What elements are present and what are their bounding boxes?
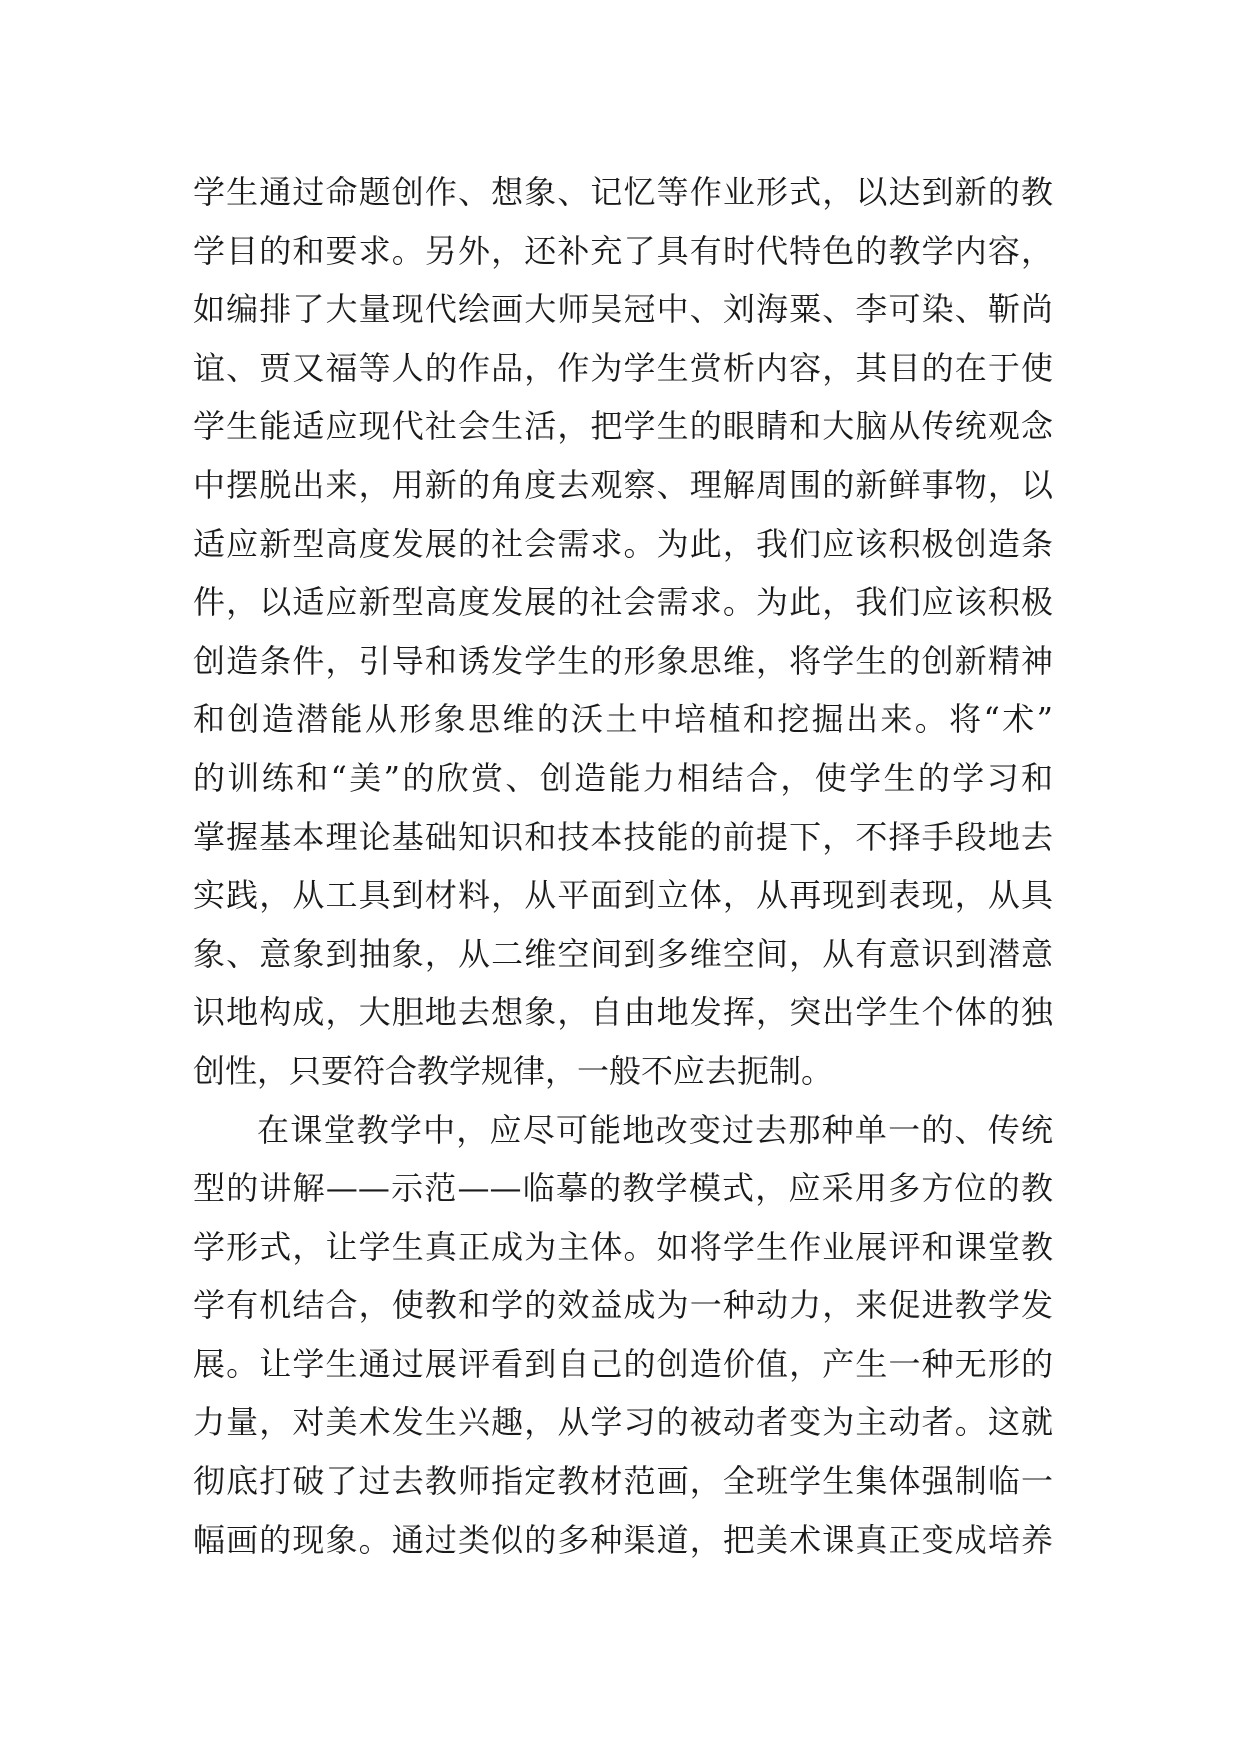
text-line: 掌握基本理论基础知识和技本技能的前提下，不择手段地去 — [193, 817, 1053, 856]
text-line: 和创造潜能从形象思维的沃土中培植和挖掘出来。将“术” — [193, 700, 1053, 739]
text-line: 件，以适应新型高度发展的社会需求。为此，我们应该积极 — [193, 583, 1053, 622]
paragraph-2 — [193, 1101, 1053, 1570]
text-line: 创造条件，引导和诱发学生的形象思维，将学生的创新精神 — [193, 641, 1053, 680]
text-line: 的训练和“美”的欣赏、创造能力相结合，使学生的学习和 — [193, 758, 1053, 797]
text-line: 学目的和要求。另外，还补充了具有时代特色的教学内容， — [193, 231, 1053, 270]
paragraph-1 — [193, 163, 1053, 1101]
text-line: 创性，只要符合教学规律，一般不应去扼制。 — [193, 1051, 834, 1090]
text-line: 展。让学生通过展评看到自己的创造价值，产生一种无形的 — [193, 1344, 1053, 1383]
text-line: 在课堂教学中，应尽可能地改变过去那种单一的、传统 — [257, 1110, 1053, 1149]
text-line: 学有机结合，使教和学的效益成为一种动力，来促进教学发 — [193, 1286, 1053, 1325]
text-line: 学生通过命题创作、想象、记忆等作业形式，以达到新的教 — [193, 173, 1053, 211]
text-line: 学生能适应现代社会生活，把学生的眼睛和大脑从传统观念 — [193, 407, 1053, 446]
text-line: 彻底打破了过去教师指定教材范画，全班学生集体强制临一 — [193, 1462, 1053, 1501]
text-line: 力量，对美术发生兴趣，从学习的被动者变为主动者。这就 — [193, 1403, 1053, 1442]
text-line: 识地构成，大胆地去想象，自由地发挥，突出学生个体的独 — [193, 993, 1053, 1032]
text-line: 谊、贾又福等人的作品，作为学生赏析内容，其目的在于使 — [193, 348, 1053, 387]
text-line: 实践，从工具到材料，从平面到立体，从再现到表现，从具 — [193, 876, 1053, 915]
text-line: 象、意象到抽象，从二维空间到多维空间，从有意识到潜意 — [193, 934, 1053, 973]
text-line: 如编排了大量现代绘画大师吴冠中、刘海粟、李可染、靳尚 — [193, 290, 1053, 329]
text-line: 型的讲解——示范——临摹的教学模式，应采用多方位的教 — [193, 1169, 1053, 1208]
text-line: 学形式，让学生真正成为主体。如将学生作业展评和课堂教 — [193, 1227, 1053, 1266]
text-line: 中摆脱出来，用新的角度去观察、理解周围的新鲜事物，以 — [193, 465, 1053, 504]
body-text — [193, 163, 1053, 1569]
text-line: 幅画的现象。通过类似的多种渠道，把美术课真正变成培养 — [193, 1520, 1053, 1559]
text-line: 适应新型高度发展的社会需求。为此，我们应该积极创造条 — [193, 524, 1053, 563]
